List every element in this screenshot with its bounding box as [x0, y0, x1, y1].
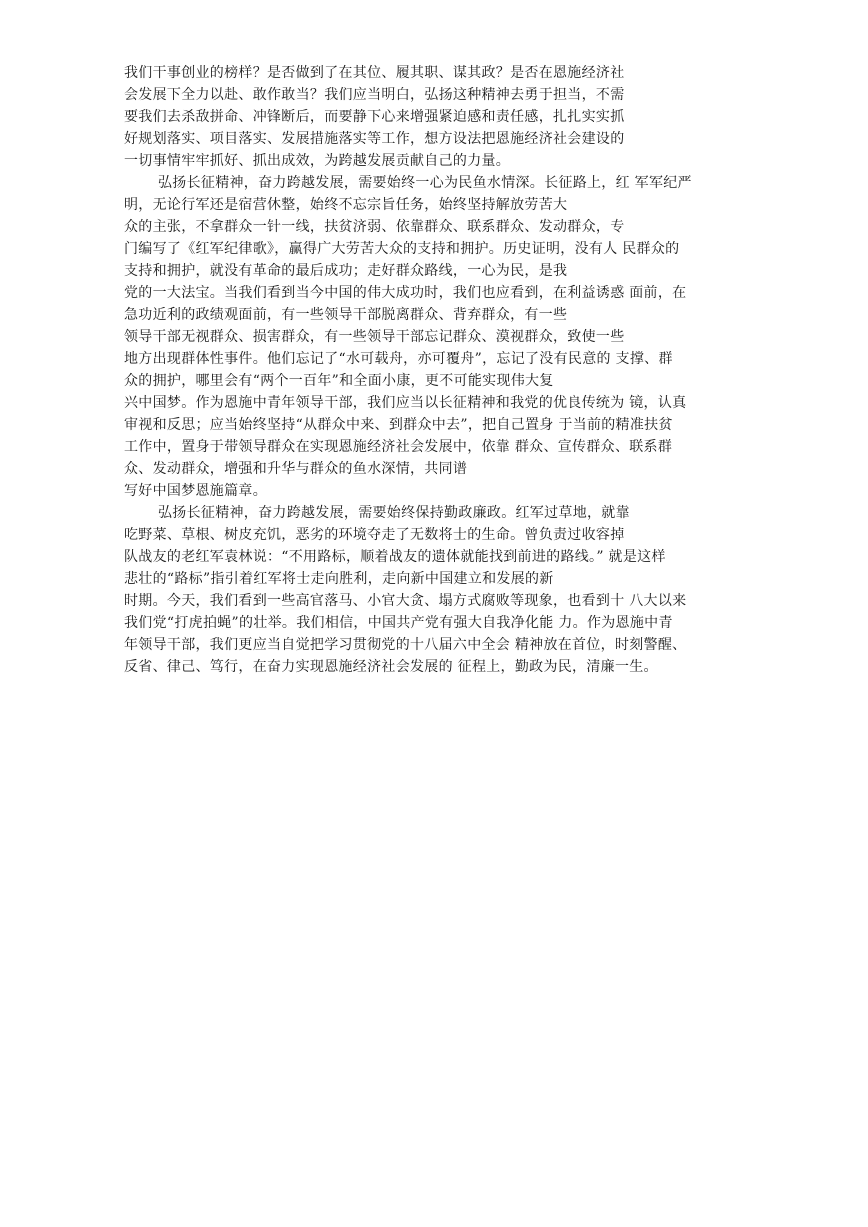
text-line: 时期。今天，我们看到一些高官落马、小官大贪、塌方式腐败等现象，也看到十 八大以来: [124, 593, 687, 609]
text-line: 一切事情牢牢抓好、抓出成效，为跨越发展贡献自己的力量。: [124, 153, 511, 169]
text-line: 年领导干部，我们更应当自觉把学习贯彻党的十八届六中全会 精神放在首位，时刻警醒、: [124, 637, 687, 653]
text-line: 众的拥护，哪里会有“两个一百年”和全面小康，更不可能实现伟大复: [124, 373, 554, 389]
text-line: 队战友的老红军袁林说：“不用路标，顺着战友的遗体就能找到前进的路线。” 就是这样: [124, 549, 666, 565]
text-line: 地方出现群体性事件。他们忘记了“水可载舟，亦可覆舟”，忘记了没有民意的 支撑、群: [124, 351, 673, 367]
paragraph-start-line: 弘扬长征精神，奋力跨越发展，需要始终一心为民鱼水情深。长征路上，红 军军纪严: [158, 175, 692, 191]
text-line: 会发展下全力以赴、敢作敢当？我们应当明白，弘扬这种精神去勇于担当，不需: [124, 87, 625, 103]
text-line: 审视和反思；应当始终坚持“从群众中来、到群众中去”，把自己置身 于当前的精准扶贫: [124, 417, 673, 433]
text-line: 兴中国梦。作为恩施中青年领导干部，我们应当以长征精神和我党的优良传统为 镜，认真: [124, 395, 687, 411]
text-line: 要我们去杀敌拼命、冲锋断后，而要静下心来增强紧迫感和责任感，扎扎实实抓: [124, 109, 625, 125]
text-line: 众、发动群众，增强和升华与群众的鱼水深情，共同谱: [124, 461, 468, 477]
text-line: 我们党“打虎拍蝇”的壮举。我们相信，中国共产党有强大自我净化能 力。作为恩施中青: [124, 615, 673, 631]
text-line: 领导干部无视群众、损害群众，有一些领导干部忘记群众、漠视群众，致使一些: [124, 329, 625, 345]
text-line: 支持和拥护，就没有革命的最后成功；走好群众路线，一心为民，是我: [124, 263, 568, 279]
text-line: 反省、律己、笃行，在奋力实现恩施经济社会发展的 征程上，勤政为民，清廉一生。: [124, 659, 658, 675]
text-line: 急功近利的政绩观面前，有一些领导干部脱离群众、背弃群众，有一些: [124, 307, 568, 323]
text-line: 众的主张，不拿群众一针一线，扶贫济弱、依靠群众、联系群众、发动群众，专: [124, 219, 625, 235]
text-line: 门编写了《红军纪律歌》，赢得广大劳苦大众的支持和拥护。历史证明，没有人 民群众的: [124, 241, 680, 257]
text-line: 工作中，置身于带领导群众在实现恩施经济社会发展中，依靠 群众、宣传群众、联系群: [124, 439, 673, 455]
text-line: 写好中国梦恩施篇章。: [124, 483, 267, 499]
text-line: 我们干事创业的榜样？是否做到了在其位、履其职、谋其政？是否在恩施经济社: [124, 65, 625, 81]
body-text: [124, 62, 744, 678]
text-line: 好规划落实、项目落实、发展措施落实等工作，想方设法把恩施经济社会建设的: [124, 131, 625, 147]
text-line: 明，无论行军还是宿营休整，始终不忘宗旨任务，始终坚持解放劳苦大: [124, 197, 568, 213]
text-line: 吃野菜、草根、树皮充饥，恶劣的环境夺走了无数将士的生命。曾负责过收容掉: [124, 527, 625, 543]
text-line: 党的一大法宝。当我们看到当今中国的伟大成功时，我们也应看到，在利益诱惑 面前，在: [124, 285, 687, 301]
text-line: 悲壮的“路标”指引着红军将士走向胜利，走向新中国建立和发展的新: [124, 571, 554, 587]
paragraph-start-line: 弘扬长征精神，奋力跨越发展，需要始终保持勤政廉政。红军过草地，就靠: [158, 505, 630, 521]
